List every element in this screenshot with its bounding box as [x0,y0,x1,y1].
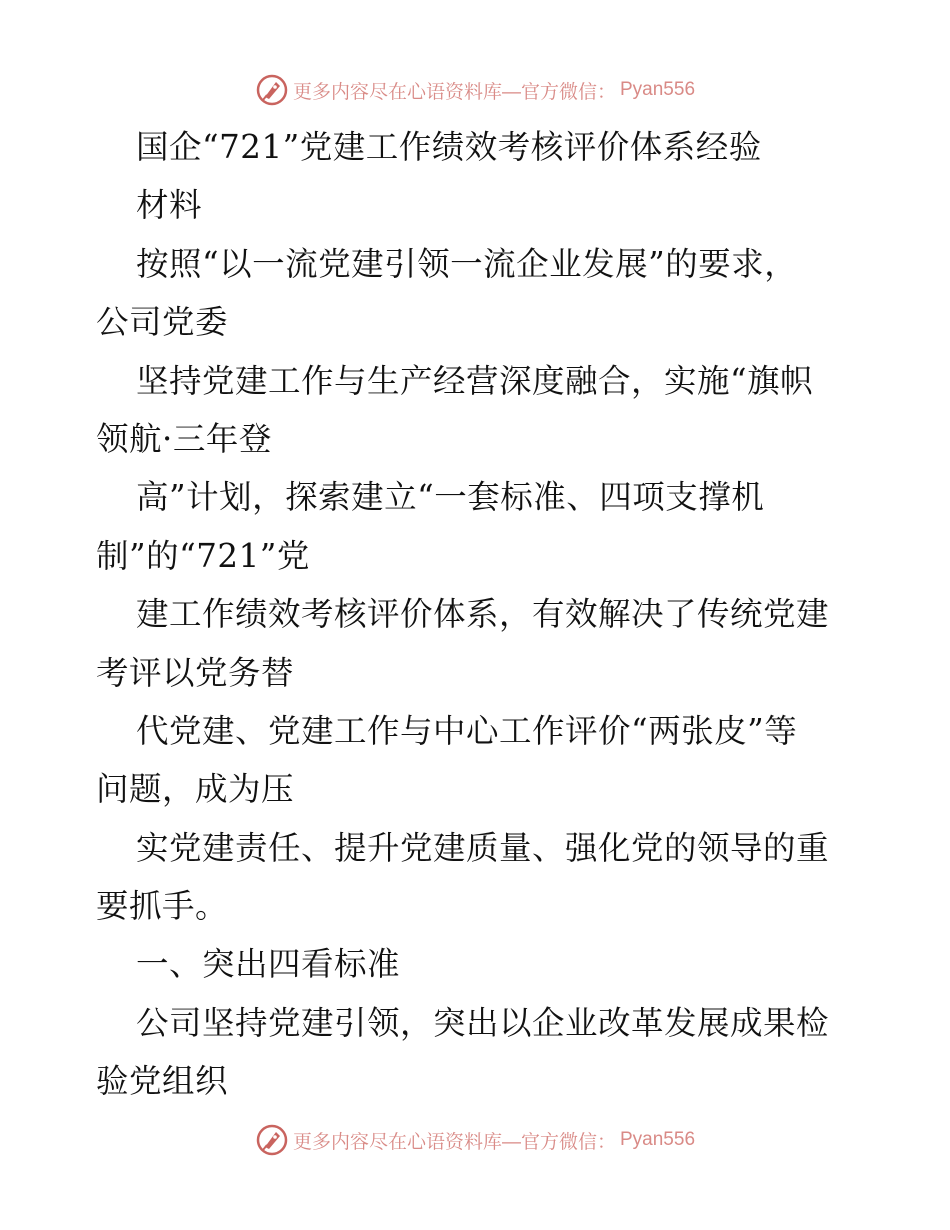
text-line: 要抓手。 [96,887,229,926]
header-watermark [0,70,950,110]
text-line: 领航·三年登 [96,419,272,458]
title-line-continued: 材料 [136,186,203,225]
watermark-text: 更多内容尽在心语资料库—官方微信： [292,1131,616,1153]
watermark-account: Pyan556 [620,1129,696,1150]
text-line: 公司党委 [96,303,229,342]
text-line: 验党组织 [96,1062,229,1101]
section-heading: 一、突出四看标准 [136,945,401,984]
text-line: 代党建、党建工作与中心工作评价“两张皮”等 [136,711,798,750]
text-line: 建工作绩效考核评价体系，有效解决了传统党建 [136,595,830,634]
text-line: 问题，成为压 [96,770,295,809]
text-line: 坚持党建工作与生产经营深度融合，实施“旗帜 [136,361,814,400]
watermark-text: 更多内容尽在心语资料库—官方微信： [292,81,616,103]
footer-watermark [0,1120,950,1160]
text-line: 高”计划，探索建立“一套标准、四项支撑机 [136,478,765,517]
text-line: 实党建责任、提升党建质量、强化党的领导的重 [136,828,830,867]
text-line: 按照“以一流党建引领一流企业发展”的要求， [136,244,798,283]
text-line: 制”的“721”党 [96,536,310,575]
watermark-account: Pyan556 [620,79,696,100]
title-line: 国企“721”党建工作绩效考核评价体系经验 [136,128,762,166]
document-body [96,118,866,1111]
pen-nib-logo-icon [255,73,289,107]
text-line: 考评以党务替 [96,653,295,692]
pen-nib-logo-icon [255,1123,289,1157]
text-line: 公司坚持党建引领，突出以企业改革发展成果检 [136,1003,830,1042]
